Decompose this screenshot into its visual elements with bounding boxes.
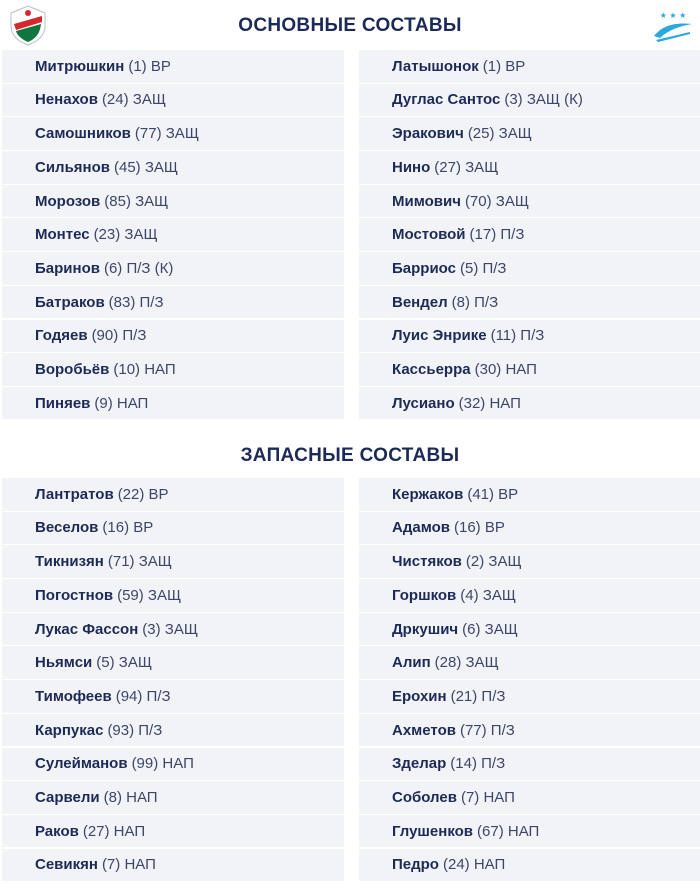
svg-text:★ ★ ★: ★ ★ ★ xyxy=(659,11,687,20)
player-number-position: (70) ЗАЩ xyxy=(464,192,529,210)
player-name: Чистяков xyxy=(392,553,462,571)
player-number-position: (8) П/З xyxy=(451,293,499,311)
player-row xyxy=(2,646,344,679)
player-number-position: (45) ЗАЩ xyxy=(114,158,178,176)
player-number-position: (22) ВР xyxy=(117,485,169,503)
player-row xyxy=(359,185,700,218)
player-name: Сильянов xyxy=(35,158,110,176)
player-row xyxy=(2,714,344,747)
player-name: Самошников xyxy=(35,125,131,143)
player-number-position: (90) П/З xyxy=(91,327,147,345)
player-row xyxy=(2,680,344,713)
player-number-position: (27) НАП xyxy=(82,822,146,840)
away-main-lineup xyxy=(359,50,700,421)
player-name: Пиняев xyxy=(35,394,91,412)
player-row xyxy=(359,680,700,713)
player-row xyxy=(359,151,700,184)
player-row xyxy=(359,286,700,319)
player-name: Нино xyxy=(392,158,431,176)
player-row xyxy=(2,613,344,646)
player-number-position: (6) ЗАЩ xyxy=(462,620,518,638)
player-row xyxy=(359,478,700,511)
player-name: Погостнов xyxy=(35,586,114,604)
player-row xyxy=(2,151,344,184)
player-number-position: (93) П/З xyxy=(107,721,163,739)
player-row xyxy=(359,714,700,747)
player-name: Веселов xyxy=(35,519,99,537)
player-number-position: (7) НАП xyxy=(101,856,156,874)
player-row xyxy=(359,545,700,578)
player-number-position: (9) НАП xyxy=(94,394,149,412)
player-number-position: (59) ЗАЩ xyxy=(117,586,182,604)
player-name: Севикян xyxy=(35,856,98,874)
player-name: Педро xyxy=(392,856,439,874)
player-number-position: (3) ЗАЩ (К) xyxy=(504,91,583,109)
player-row xyxy=(359,613,700,646)
player-number-position: (77) ЗАЩ xyxy=(134,125,199,143)
player-number-position: (24) ЗАЩ xyxy=(101,91,166,109)
player-name: Адамов xyxy=(392,519,450,537)
player-name: Зделар xyxy=(392,755,447,773)
player-number-position: (83) П/З xyxy=(108,293,164,311)
player-row xyxy=(359,84,700,117)
player-number-position: (5) П/З xyxy=(459,259,507,277)
player-name: Лусиано xyxy=(392,394,455,412)
player-number-position: (28) ЗАЩ xyxy=(434,654,499,672)
player-row xyxy=(359,117,700,150)
player-number-position: (21) П/З xyxy=(450,687,506,705)
player-name: Мимович xyxy=(392,192,461,210)
player-row xyxy=(359,781,700,814)
player-number-position: (99) НАП xyxy=(131,755,194,773)
player-number-position: (27) ЗАЩ xyxy=(434,158,499,176)
substitutes-title: ЗАПАСНЫЕ СОСТАВЫ xyxy=(240,445,460,466)
player-name: Кержаков xyxy=(392,485,464,503)
player-number-position: (30) НАП xyxy=(474,360,537,378)
player-row xyxy=(2,815,344,848)
main-lineups-title: ОСНОВНЫЕ СОСТАВЫ xyxy=(238,15,462,36)
player-name: Батраков xyxy=(35,293,105,311)
player-number-position: (24) НАП xyxy=(442,856,506,874)
player-row xyxy=(2,84,344,117)
player-name: Карпукас xyxy=(35,721,104,739)
player-row xyxy=(359,387,700,420)
player-number-position: (10) НАП xyxy=(113,360,176,378)
player-row xyxy=(2,387,344,420)
player-name: Глушенков xyxy=(392,822,474,840)
player-row xyxy=(2,579,344,612)
player-number-position: (23) ЗАЩ xyxy=(93,226,158,244)
player-row xyxy=(2,478,344,511)
player-number-position: (7) НАП xyxy=(460,788,515,806)
player-name: Баринов xyxy=(35,259,100,277)
player-row xyxy=(2,286,344,319)
player-row xyxy=(359,849,700,882)
player-row xyxy=(2,218,344,251)
player-name: Барриос xyxy=(392,259,456,277)
player-row xyxy=(2,252,344,285)
player-row xyxy=(2,781,344,814)
player-number-position: (8) НАП xyxy=(103,788,158,806)
player-row xyxy=(359,353,700,386)
player-name: Соболев xyxy=(392,788,457,806)
player-name: Монтес xyxy=(35,226,90,244)
player-name: Дуглас Сантос xyxy=(392,91,501,109)
player-name: Ахметов xyxy=(392,721,456,739)
player-name: Мостовой xyxy=(392,226,466,244)
player-number-position: (16) ВР xyxy=(102,519,154,537)
player-name: Эракович xyxy=(392,125,464,143)
home-substitutes xyxy=(2,478,344,882)
player-number-position: (16) ВР xyxy=(453,519,505,537)
player-row xyxy=(359,579,700,612)
player-row xyxy=(359,218,700,251)
player-number-position: (6) П/З (К) xyxy=(103,259,174,277)
player-name: Тимофеев xyxy=(35,687,112,705)
player-row xyxy=(359,512,700,545)
player-name: Лантратов xyxy=(35,485,114,503)
player-name: Ньямси xyxy=(35,654,93,672)
player-name: Тикнизян xyxy=(35,553,104,571)
player-name: Ненахов xyxy=(35,91,98,109)
player-row xyxy=(359,815,700,848)
player-name: Годяев xyxy=(35,327,88,345)
player-row xyxy=(359,320,700,353)
player-name: Горшков xyxy=(392,586,457,604)
home-main-lineup xyxy=(2,50,344,421)
player-number-position: (85) ЗАЩ xyxy=(104,192,169,210)
player-number-position: (32) НАП xyxy=(458,394,521,412)
player-name: Раков xyxy=(35,822,79,840)
player-number-position: (77) П/З xyxy=(459,721,515,739)
player-row xyxy=(2,512,344,545)
player-number-position: (25) ЗАЩ xyxy=(467,125,532,143)
player-number-position: (4) ЗАЩ xyxy=(460,586,516,604)
away-substitutes xyxy=(359,478,700,882)
player-row xyxy=(2,353,344,386)
player-number-position: (1) ВР xyxy=(482,57,526,75)
player-number-position: (94) П/З xyxy=(115,687,171,705)
player-name: Митрюшкин xyxy=(35,57,125,75)
player-number-position: (2) ЗАЩ xyxy=(465,553,522,571)
player-number-position: (17) П/З xyxy=(469,226,525,244)
player-row xyxy=(2,117,344,150)
player-row xyxy=(2,849,344,882)
player-number-position: (71) ЗАЩ xyxy=(107,553,172,571)
player-row xyxy=(2,545,344,578)
player-name: Алип xyxy=(392,654,431,672)
player-number-position: (5) ЗАЩ xyxy=(96,654,152,672)
player-row xyxy=(2,185,344,218)
player-row xyxy=(359,646,700,679)
player-name: Воробьёв xyxy=(35,360,110,378)
player-row xyxy=(359,50,700,83)
player-name: Вендел xyxy=(392,293,448,311)
player-number-position: (3) ЗАЩ xyxy=(142,620,198,638)
player-number-position: (1) ВР xyxy=(128,57,171,75)
player-name: Лукас Фассон xyxy=(35,620,139,638)
player-name: Латышонок xyxy=(392,57,479,75)
player-number-position: (14) П/З xyxy=(450,755,506,773)
player-row xyxy=(2,320,344,353)
player-row xyxy=(2,50,344,83)
player-row xyxy=(359,252,700,285)
player-name: Ерохин xyxy=(392,687,447,705)
player-number-position: (67) НАП xyxy=(477,822,540,840)
player-row xyxy=(359,748,700,781)
player-number-position: (11) П/З xyxy=(490,327,545,345)
player-row xyxy=(2,748,344,781)
player-name: Кассьерра xyxy=(392,360,471,378)
player-name: Сарвели xyxy=(35,788,100,806)
player-name: Сулейманов xyxy=(35,755,128,773)
player-name: Морозов xyxy=(35,192,101,210)
player-name: Луис Энрике xyxy=(392,327,487,345)
player-name: Дркушич xyxy=(392,620,459,638)
player-number-position: (41) ВР xyxy=(467,485,519,503)
